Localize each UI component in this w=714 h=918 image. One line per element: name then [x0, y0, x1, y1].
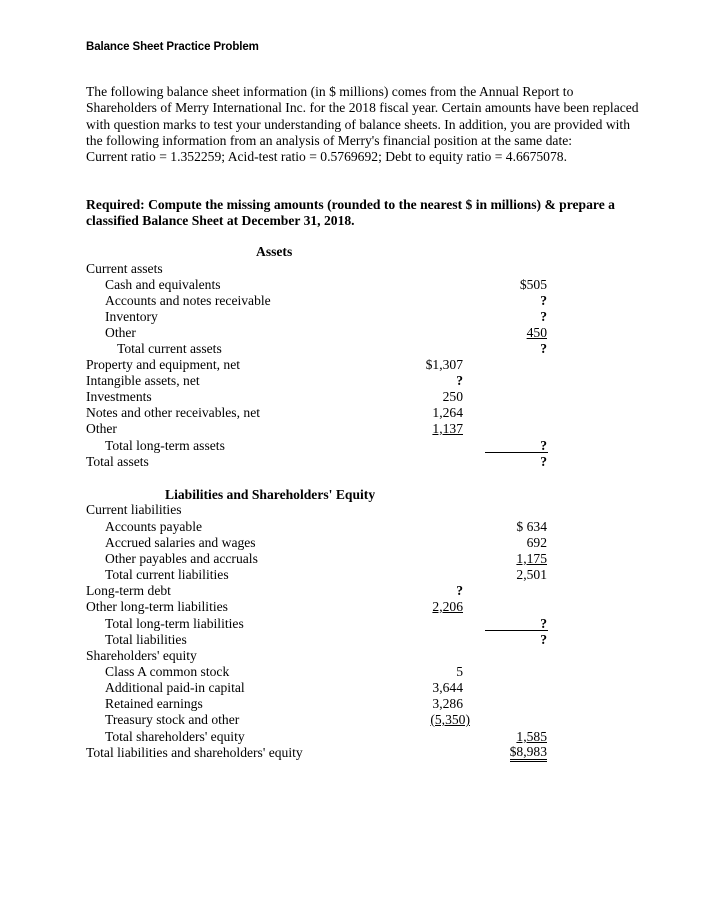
- liab-row-shareholders-equity: [86, 648, 556, 664]
- liab-row-total-equity: [86, 729, 556, 745]
- assets-row-other-current: [86, 325, 556, 341]
- row-label: Retained earnings: [105, 696, 203, 711]
- row-right-value: 1,585: [516, 729, 547, 744]
- row-label: Other: [105, 325, 136, 340]
- row-label: Total liabilities and shareholders' equity: [86, 745, 303, 760]
- row-label: Other: [86, 421, 117, 436]
- assets-row-total-assets: [86, 454, 556, 470]
- row-label: Total assets: [86, 454, 149, 469]
- row-label: Cash and equivalents: [105, 277, 221, 292]
- assets-row-current-assets: [86, 261, 556, 277]
- row-label: Current liabilities: [86, 502, 182, 517]
- assets-row-investments: [86, 389, 556, 405]
- row-right-value: ?: [540, 632, 547, 647]
- row-right-value: ?: [540, 293, 547, 308]
- liabilities-title: Liabilities and Shareholders' Equity: [165, 487, 376, 502]
- row-label: Class A common stock: [105, 664, 230, 679]
- document-heading: Balance Sheet Practice Problem: [86, 41, 259, 53]
- assets-row-inventory: [86, 309, 556, 325]
- row-label: Notes and other receivables, net: [86, 405, 261, 420]
- liab-row-treasury-stock: [86, 712, 556, 728]
- row-right-value: ?: [540, 438, 547, 453]
- row-right-value: 692: [526, 535, 547, 550]
- assets-row-cash: [86, 277, 556, 293]
- required-label: Required: [86, 197, 141, 212]
- assets-row-receivables: [86, 293, 556, 309]
- row-right-value: ?: [540, 341, 547, 356]
- assets-row-notes-receivables: [86, 405, 556, 421]
- row-mid-value: 3,286: [432, 696, 463, 711]
- row-mid-value: 3,644: [432, 680, 463, 695]
- row-label: Investments: [86, 389, 152, 404]
- row-right-value: ?: [540, 454, 547, 469]
- row-label: Other long-term liabilities: [86, 599, 228, 614]
- row-label: Total long-term assets: [105, 438, 225, 453]
- row-mid-value: 1,264: [432, 405, 463, 420]
- row-label: Accounts and notes receivable: [105, 293, 271, 308]
- assets-row-intangible: [86, 373, 556, 389]
- row-mid-value: $1,307: [425, 357, 463, 372]
- row-right-value: ?: [540, 616, 547, 631]
- required-text: : Compute the missing amounts (rounded to the nearest $ in millions) & prepare a classified Balance Sheet at December 31, 2018.: [86, 197, 615, 229]
- row-right-value: $505: [519, 277, 547, 292]
- row-label: Property and equipment, net: [86, 357, 241, 372]
- ratios-line: Current ratio = 1.352259; Acid-test ratio = 0.5769692; Debt to equity ratio = 4.6675078.: [86, 149, 567, 165]
- total-longterm-assets-rule: [485, 452, 548, 453]
- row-label: Current assets: [86, 261, 163, 276]
- row-label: Other payables and accruals: [105, 551, 258, 566]
- assets-row-property: [86, 357, 556, 373]
- row-label: Accounts payable: [105, 519, 203, 534]
- liab-row-other-longterm: [86, 599, 556, 615]
- row-mid-value: ?: [456, 583, 463, 598]
- liab-row-total-liabilities: [86, 632, 556, 648]
- liab-row-paid-in-capital: [86, 680, 556, 696]
- row-mid-value: ?: [456, 373, 463, 388]
- row-right-value: 450: [526, 325, 547, 340]
- row-mid-value: 2,206: [432, 599, 463, 614]
- row-label: Inventory: [105, 309, 158, 324]
- intro-text: [86, 84, 646, 165]
- row-label: Total shareholders' equity: [105, 729, 245, 744]
- row-mid-value: (5,350): [430, 712, 470, 727]
- row-label: Additional paid-in capital: [105, 680, 245, 695]
- row-label: Accrued salaries and wages: [105, 535, 256, 550]
- assets-row-total-current: [86, 341, 556, 357]
- total-longterm-liabilities-rule: [485, 630, 548, 631]
- row-right-value: 1,175: [516, 551, 547, 566]
- row-label: Total current liabilities: [105, 567, 229, 582]
- row-mid-value: 1,137: [432, 421, 463, 436]
- row-label: Total long-term liabilities: [105, 616, 244, 631]
- row-label: Treasury stock and other: [105, 712, 240, 727]
- row-right-value: $ 634: [516, 519, 547, 534]
- liab-row-total-liabilities-equity: [86, 745, 556, 761]
- liab-row-accounts-payable: [86, 519, 556, 535]
- liab-row-other-payables: [86, 551, 556, 567]
- liab-row-total-current: [86, 567, 556, 583]
- liab-row-longterm-debt: [86, 583, 556, 599]
- required-instruction: [86, 197, 646, 230]
- row-label: Total current assets: [117, 341, 222, 356]
- row-right-value: ?: [540, 309, 547, 324]
- liab-row-retained-earnings: [86, 696, 556, 712]
- assets-title: Assets: [256, 244, 293, 259]
- liab-row-common-stock: [86, 664, 556, 680]
- row-mid-value: 250: [442, 389, 463, 404]
- liab-row-accrued-salaries: [86, 535, 556, 551]
- assets-row-other-longterm: [86, 421, 556, 437]
- row-label: Total liabilities: [105, 632, 187, 647]
- row-label: Long-term debt: [86, 583, 171, 598]
- row-right-value: 2,501: [516, 567, 547, 582]
- row-label: Intangible assets, net: [86, 373, 200, 388]
- row-label: Shareholders' equity: [86, 648, 197, 663]
- liab-row-current-liabilities: [86, 502, 556, 518]
- intro-paragraph: The following balance sheet information (in $ millions) comes from the Annual Report to Shareholders of Merry International Inc. for the 2018 fiscal year. Certain amounts have been replaced with question marks to test your understanding of balance sheets. In addition, you are provided with the following information from an analysis of Merry's financial position at the same date:: [86, 84, 639, 148]
- row-right-value: $8,983: [510, 745, 547, 762]
- row-mid-value: 5: [456, 664, 463, 679]
